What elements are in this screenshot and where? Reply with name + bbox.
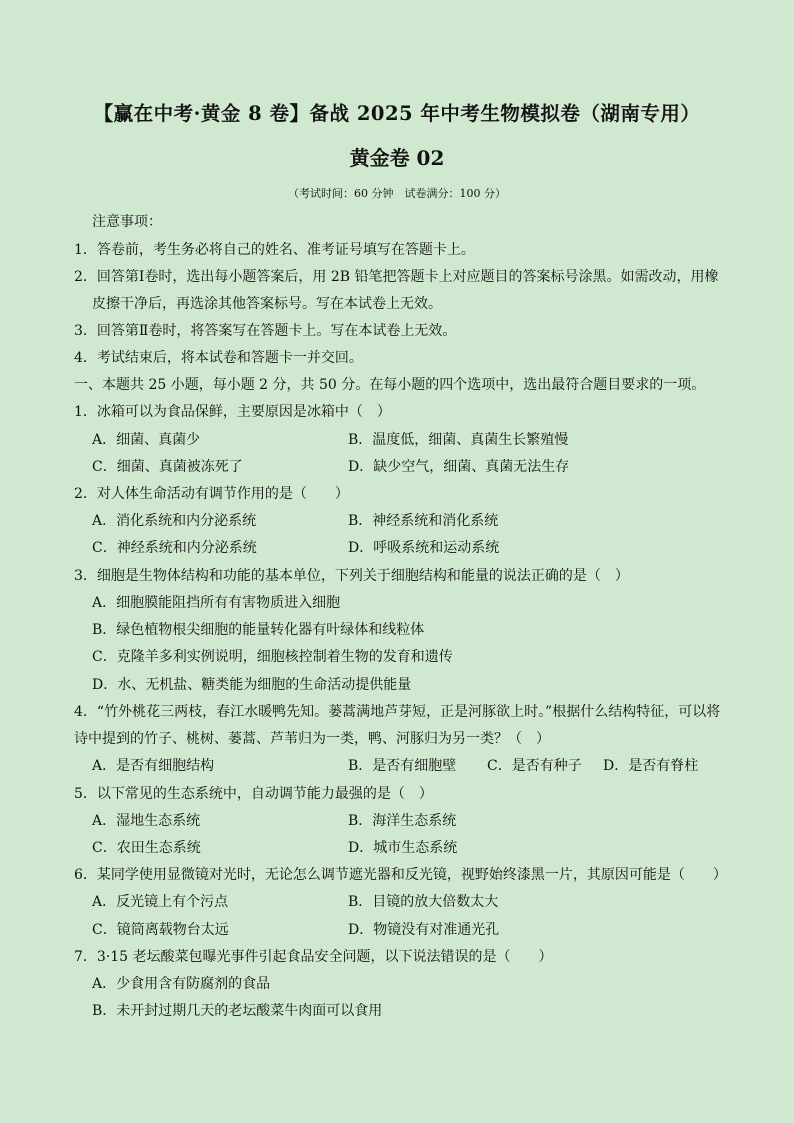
notes-heading: 注意事项： xyxy=(92,214,162,230)
option: A．消化系统和内分泌系统 xyxy=(92,513,257,529)
option: B．绿色植物根尖细胞的能量转化器有叶绿体和线粒体 xyxy=(92,622,425,638)
option: B．海洋生态系统 xyxy=(348,813,457,829)
note-item: 2．回答第Ⅰ卷时，选出每小题答案后，用 2B 铅笔把答题卡上对应题目的答案标号涂黑。如需改动，用橡 xyxy=(74,269,719,285)
question-stem: 3．细胞是生物体结构和功能的基本单位，下列关于细胞结构和能量的说法正确的是（ ） xyxy=(74,568,629,584)
section-heading: 一、本题共 25 小题，每小题 2 分，共 50 分。在每小题的四个选项中，选出最符合题目要求的一项。 xyxy=(74,377,706,393)
option: D．城市生态系统 xyxy=(348,840,458,856)
option: A．细菌、真菌少 xyxy=(92,432,201,448)
option: D．呼吸系统和运动系统 xyxy=(348,540,500,556)
option: D．缺少空气，细菌、真菌无法生存 xyxy=(348,459,570,475)
option: B．是否有细胞壁 xyxy=(348,758,457,774)
option: C．镜筒离载物台太远 xyxy=(92,922,229,938)
option: A．是否有细胞结构 xyxy=(92,758,215,774)
option: C．神经系统和内分泌系统 xyxy=(92,540,257,556)
option: D．水、无机盐、糖类能为细胞的生命活动提供能量 xyxy=(92,677,412,693)
option: A．反光镜上有个污点 xyxy=(92,894,229,910)
question-stem: 1．冰箱可以为食品保鲜，主要原因是冰箱中（ ） xyxy=(74,404,391,420)
note-item-cont: 皮擦干净后，再选涂其他答案标号。写在本试卷上无效。 xyxy=(92,296,442,312)
question-stem: 6．某同学使用显微镜对光时，无论怎么调节遮光器和反光镜，视野始终漆黑一片，其原因可能是（ ） xyxy=(74,867,727,883)
option: B．神经系统和消化系统 xyxy=(348,513,499,529)
option: D．是否有脊柱 xyxy=(603,758,699,774)
exam-title: 【赢在中考·黄金 8 卷】备战 2025 年中考生物模拟卷（湖南专用） xyxy=(93,102,701,125)
exam-info: （考试时间：60 分钟 试卷满分：100 分） xyxy=(288,187,506,200)
note-item: 3．回答第Ⅱ卷时，将答案写在答题卡上。写在本试卷上无效。 xyxy=(74,323,457,339)
option: A．细胞膜能阻挡所有有害物质进入细胞 xyxy=(92,595,341,611)
option: A．湿地生态系统 xyxy=(92,813,201,829)
option: C．克隆羊多利实例说明，细胞核控制着生物的发育和遗传 xyxy=(92,649,453,665)
question-stem-cont: 诗中提到的竹子、桃树、蒌蒿、芦苇归为一类，鸭、河豚归为另一类？（ ） xyxy=(74,731,550,747)
option: C．农田生态系统 xyxy=(92,840,201,856)
option: D．物镜没有对准通光孔 xyxy=(348,922,500,938)
option: C．细菌、真菌被冻死了 xyxy=(92,459,243,475)
question-stem: 7．3·15 老坛酸菜包曝光事件引起食品安全问题，以下说法错误的是（ ） xyxy=(74,949,553,965)
note-item: 4．考试结束后，将本试卷和答题卡一并交回。 xyxy=(74,350,363,366)
option: B．目镜的放大倍数太大 xyxy=(348,894,499,910)
exam-subtitle: 黄金卷 02 xyxy=(349,146,445,170)
option: C．是否有种子 xyxy=(487,758,582,774)
question-stem: 2．对人体生命活动有调节作用的是（ ） xyxy=(74,486,349,502)
option: B．未开封过期几天的老坛酸菜牛肉面可以食用 xyxy=(92,1003,383,1019)
question-stem: 5．以下常见的生态系统中，自动调节能力最强的是（ ） xyxy=(74,786,433,802)
option: B．温度低，细菌、真菌生长繁殖慢 xyxy=(348,432,569,448)
question-stem: 4．“竹外桃花三两枝，春江水暖鸭先知。蒌蒿满地芦芽短，正是河豚欲上时。”根据什么结构特征，可以将 xyxy=(74,704,721,720)
note-item: 1．答卷前，考生务必将自己的姓名、准考证号填写在答题卡上。 xyxy=(74,242,475,258)
option: A．少食用含有防腐剂的食品 xyxy=(92,976,271,992)
